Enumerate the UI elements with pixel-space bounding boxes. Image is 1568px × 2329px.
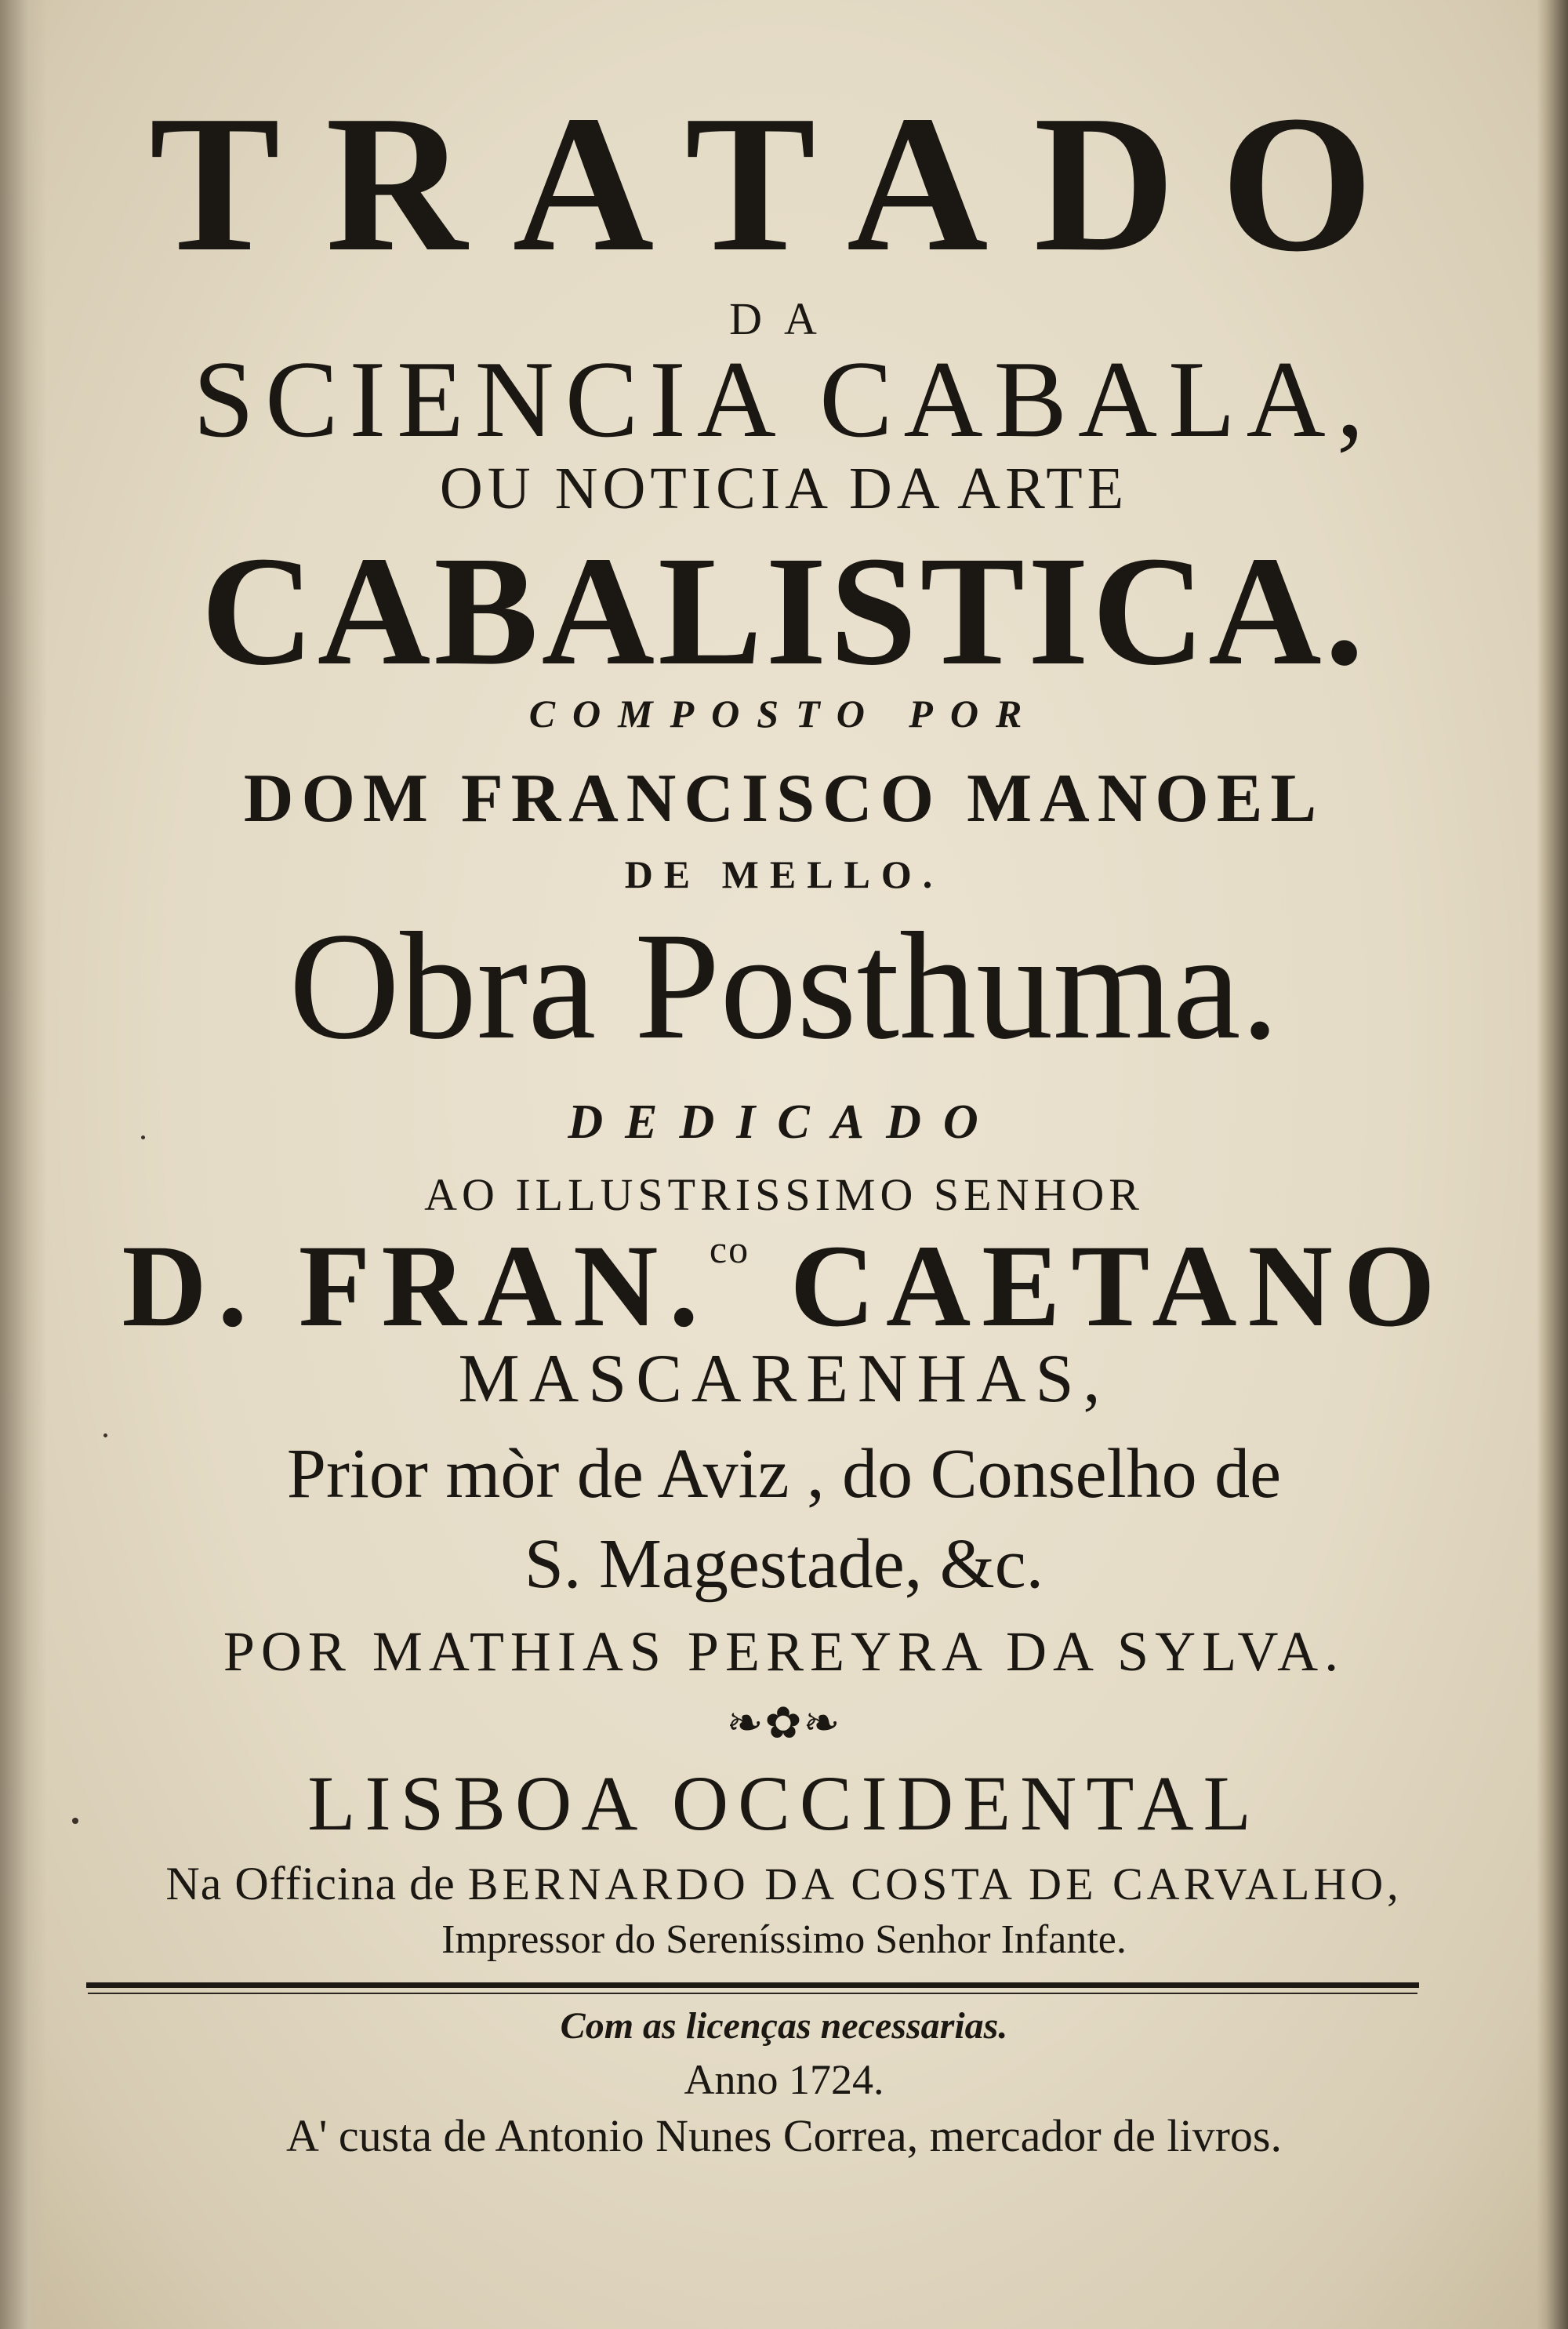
printer-line: [0, 1860, 1568, 1907]
main-title: TRATADO: [149, 75, 1419, 292]
dedication-address: AO ILLUSTRISSIMO SENHOR: [424, 1169, 1144, 1220]
bookseller-line: A' custa de Antonio Nunes Correa, mercador de livros.: [286, 2110, 1282, 2161]
year: Anno 1724.: [684, 2056, 884, 2103]
dedicatee-superscript: co: [709, 1227, 750, 1271]
ink-speck: [103, 1433, 107, 1437]
dedicado: DEDICADO: [568, 1095, 1000, 1149]
dedicator: POR MATHIAS PEREYRA DA SYLVA.: [223, 1620, 1345, 1683]
ink-speck: [141, 1135, 145, 1139]
obra-posthuma: Obra Posthuma.: [289, 901, 1279, 1071]
licences: Com as licenças necessarias.: [560, 2005, 1008, 2047]
composto-por: COMPOSTO POR: [528, 692, 1040, 736]
dedicatee-family: MASCARENHAS,: [458, 1341, 1110, 1417]
title-sciencia-cabala: SCIENCIA CABALA,: [193, 339, 1375, 460]
dedicatee-title: Prior mòr de Aviz , do Conselho de: [286, 1435, 1282, 1513]
dedicatee-prefix: D. FRAN.: [122, 1221, 710, 1351]
title-cabalistica: CABALISTICA.: [201, 525, 1367, 698]
title-da: DA: [729, 293, 839, 344]
fleuron-ornament-icon: ❧✿❧: [726, 1698, 842, 1749]
printer-title: Impressor do Sereníssimo Senhor Infante.: [441, 1917, 1127, 1962]
double-rule-thick: [86, 1982, 1419, 1988]
printer-name: BERNARDO DA COSTA DE CARVALHO,: [467, 1858, 1403, 1909]
double-rule-thin: [88, 1993, 1417, 1994]
title-noticia: OU NOTICIA DA ARTE: [439, 456, 1129, 521]
dedicatee-title-cont: S. Magestade, &c.: [524, 1525, 1044, 1603]
ink-speck: [72, 1818, 78, 1824]
imprint-city: LISBOA OCCIDENTAL: [307, 1760, 1261, 1847]
dedicatee-name: [0, 1221, 1568, 1351]
author-name: DOM FRANCISCO MANOEL: [243, 761, 1325, 837]
author-surname: DE MELLO.: [624, 852, 944, 896]
dedicatee-surname: CAETANO: [750, 1221, 1446, 1351]
printer-prefix: Na Officina de: [165, 1858, 468, 1909]
